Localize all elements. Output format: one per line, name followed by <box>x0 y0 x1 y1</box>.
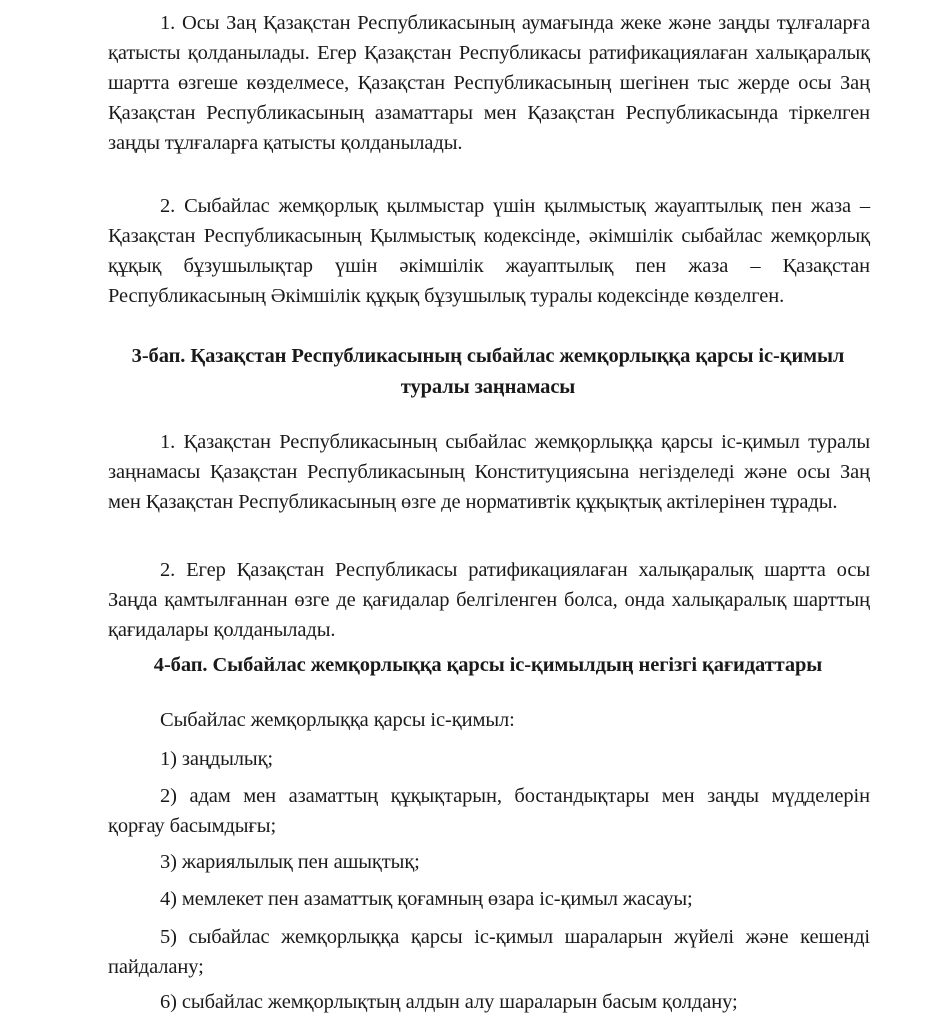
list-item: 4) мемлекет пен азаматтық қоғамның өзара іс-қимыл жасауы; <box>160 888 693 910</box>
list-item: 2) адам мен азаматтың құқықтарын, бостандықтары мен заңды мүдделерін қорғау басымдығы; <box>108 785 870 837</box>
article4-heading: 4-бап. Сыбайлас жемқорлыққа қарсы іс-қимылдың негізгі қағидаттары <box>153 654 823 676</box>
article2-paragraph-1: 1. Осы Заң Қазақстан Республикасының аумағында жеке және заңды тұлғаларға қатысты қолданылады. Егер Қазақстан Республикасы ратификациялаған халықаралық шартта өзгеше көзделмесе, Қазақстан Республикасының шегінен тыс жерде осы Заң Қазақстан Республикасының азаматтары мен Қазақстан Республикасында тіркелген заңды тұлғаларға қатысты қолданылады. <box>108 12 870 154</box>
article4-intro: Сыбайлас жемқорлыққа қарсы іс-қимыл: <box>160 709 515 731</box>
article3-paragraph-2: 2. Егер Қазақстан Республикасы ратификациялаған халықаралық шартта осы Заңда қамтылғаннан өзге де қағидалар белгіленген болса, онда халықаралық шарттың қағидалары қолданылады. <box>108 559 870 641</box>
article3-paragraph-1: 1. Қазақстан Республикасының сыбайлас жемқорлыққа қарсы іс-қимыл туралы заңнамасы Қазақстан Республикасының Конституциясына негізделеді және осы Заң мен Қазақстан Республикасының өзге де нормативтік құқықтық актілерінен тұрады. <box>108 431 870 513</box>
list-item: 3) жариялылық пен ашықтық; <box>160 851 420 873</box>
article2-paragraph-2: 2. Сыбайлас жемқорлық қылмыстар үшін қылмыстық жауаптылық пен жаза – Қазақстан Республикасының Қылмыстық кодексінде, әкімшілік сыбайлас жемқорлық құқық бұзушылықтар үшін әкімшілік жауаптылық пен жаза – Қазақстан Республикасының Әкімшілік құқық бұзушылық туралы кодексінде көзделген. <box>108 195 870 307</box>
list-item: 5) сыбайлас жемқорлыққа қарсы іс-қимыл шараларын жүйелі және кешенді пайдалану; <box>108 926 870 978</box>
article3-heading: 3-бап. Қазақстан Республикасының сыбайлас жемқорлыққа қарсы іс-қимыл туралы заңнамасы <box>131 345 845 398</box>
list-item: 1) заңдылық; <box>160 748 274 770</box>
list-item: 6) сыбайлас жемқорлықтың алдын алу шараларын басым қолдану; <box>160 991 738 1013</box>
